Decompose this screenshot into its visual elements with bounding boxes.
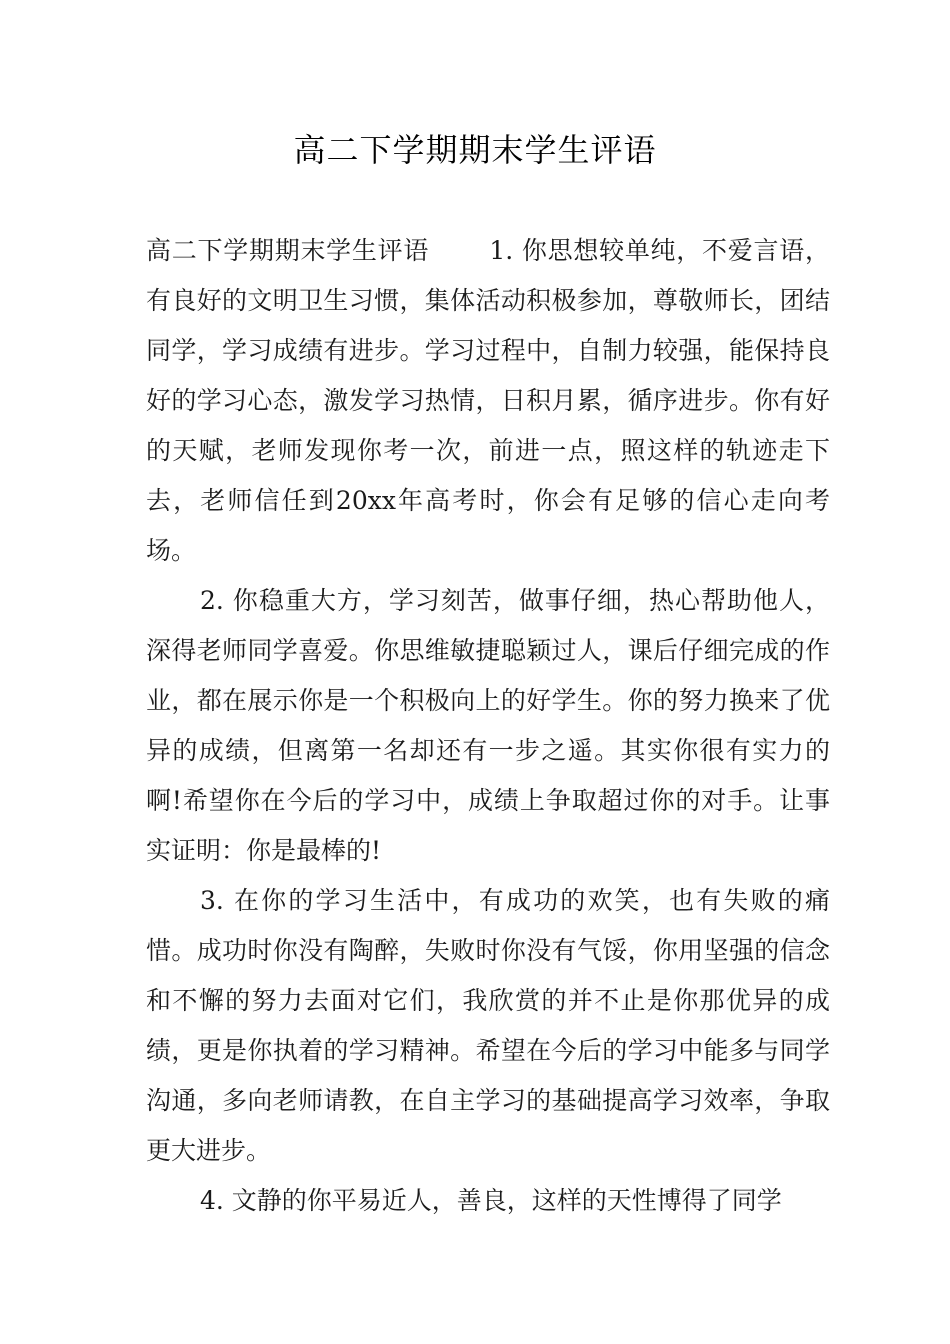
paragraph-1: 高二下学期期末学生评语 1. 你思想较单纯，不爱言语，有良好的文明卫生习惯，集体活动积极参加，尊敬师长，团结同学，学习成绩有进步。学习过程中，自制力较强，能保持良好的学习心态，激发学习热情，日积月累，循序进步。你有好的天赋，老师发现你考一次，前进一点，照这样的轨迹走下去，老师信任到20xx年高考时，你会有足够的信心走向考场。: [146, 236, 830, 565]
document-title: 高二下学期期末学生评语: [293, 131, 657, 169]
paragraph-4: 4. 文静的你平易近人，善良，这样的天性博得了同学: [200, 1186, 782, 1215]
document-body: [146, 226, 830, 1226]
paragraph-3: 3. 在你的学习生活中，有成功的欢笑，也有失败的痛惜。成功时你没有陶醉，失败时你没有气馁，你用坚强的信念和不懈的努力去面对它们，我欣赏的并不止是你那优异的成绩，更是你执着的学习精神。希望在今后的学习中能多与同学沟通，多向老师请教，在自主学习的基础提高学习效率，争取更大进步。: [146, 886, 830, 1165]
paragraph-2: 2. 你稳重大方，学习刻苦，做事仔细，热心帮助他人，深得老师同学喜爱。你思维敏捷聪颖过人，课后仔细完成的作业，都在展示你是一个积极向上的好学生。你的努力换来了优异的成绩，但离第一名却还有一步之遥。其实你很有实力的啊!希望你在今后的学习中，成绩上争取超过你的对手。让事实证明：你是最棒的!: [146, 586, 830, 865]
